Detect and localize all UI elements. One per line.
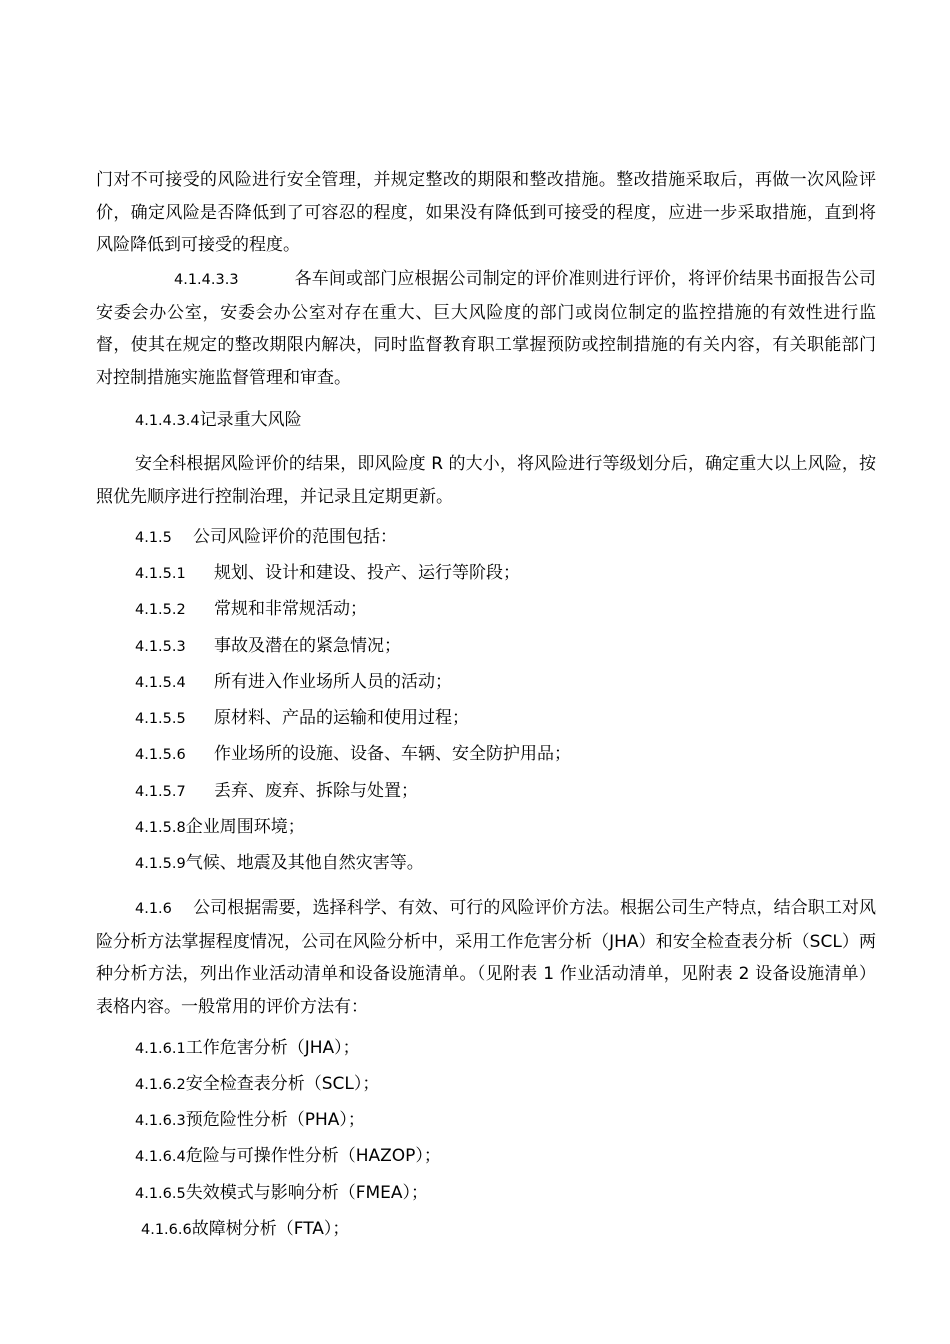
list-item xyxy=(135,671,452,694)
item-number: 4.1.5.6 xyxy=(135,747,186,763)
item-text: 安全检查表分析（SCL）； xyxy=(185,1074,380,1094)
item-number: 4.1.5.9 xyxy=(135,856,186,872)
item-number: 4.1.6.3 xyxy=(135,1113,186,1129)
item-text: 所有进入作业场所人员的活动； xyxy=(214,672,452,692)
item-number: 4.1.5.5 xyxy=(135,711,186,727)
paragraph-text: 安全科根据风险评价的结果，即风险度 R 的大小，将风险进行等级划分后，确定重大以上风险，按照优先顺序进行控制治理，并记录且定期更新。 xyxy=(96,454,876,507)
item-text: 丢弃、废弃、拆除与处置； xyxy=(214,781,418,801)
item-number: 4.1.6.6 xyxy=(141,1222,192,1238)
list-item xyxy=(135,1182,428,1205)
list-item xyxy=(135,562,520,585)
list-item xyxy=(135,707,469,730)
list-item xyxy=(135,1109,365,1132)
item-number: 4.1.5.4 xyxy=(135,675,186,691)
section-number: 4.1.4.3.3 xyxy=(174,272,239,288)
item-text: 作业场所的设施、设备、车辆、安全防护用品； xyxy=(214,744,571,764)
list-item xyxy=(135,598,367,621)
item-text: 规划、设计和建设、投产、运行等阶段； xyxy=(214,563,520,583)
heading-4-1-5 xyxy=(135,526,397,549)
list-item xyxy=(135,780,418,803)
item-number: 4.1.5.8 xyxy=(135,820,186,836)
paragraph-4-1-6 xyxy=(96,892,876,1023)
list-item xyxy=(135,635,401,658)
heading-4-1-4-3-4 xyxy=(135,409,302,432)
item-number: 4.1.6.2 xyxy=(135,1077,186,1093)
item-number: 4.1.5.7 xyxy=(135,784,186,800)
item-number: 4.1.5.3 xyxy=(135,639,186,655)
item-number: 4.1.6.1 xyxy=(135,1041,186,1057)
list-item xyxy=(135,743,571,766)
item-text: 失效模式与影响分析（FMEA）； xyxy=(185,1183,429,1203)
item-text: 预危险性分析（PHA）； xyxy=(185,1110,365,1130)
item-number: 4.1.5.1 xyxy=(135,566,186,582)
item-text: 事故及潜在的紧急情况； xyxy=(214,636,401,656)
item-text: 工作危害分析（JHA）； xyxy=(185,1038,360,1058)
list-item xyxy=(135,1037,360,1060)
list-item xyxy=(135,1073,379,1096)
list-item xyxy=(135,816,305,839)
paragraph-text: 各车间或部门应根据公司制定的评价准则进行评价，将评价结果书面报告公司安委会办公室，安委会办公室对存在重大、巨大风险度的部门或岗位制定的监控措施的有效性进行监督，使其在规定的整改期限内解决，同时监督教育职工掌握预防或控制措施的有关内容，有关职能部门对控制措施实施监督管理和审查。 xyxy=(96,269,876,388)
paragraph-major-risk xyxy=(96,448,876,513)
paragraph-text: 门对不可接受的风险进行安全管理，并规定整改的期限和整改措施。整改措施采取后，再做一次风险评价，确定风险是否降低到了可容忍的程度，如果没有降低到可接受的程度，应进一步采取措施，直到将风险降低到可接受的程度。 xyxy=(96,170,876,255)
item-text: 危险与可操作性分析（HAZOP）； xyxy=(185,1146,441,1166)
item-text: 气候、地震及其他自然灾害等。 xyxy=(185,853,424,873)
item-text: 常规和非常规活动； xyxy=(214,599,367,619)
item-text: 企业周围环境； xyxy=(185,817,305,837)
paragraph-risk-control xyxy=(96,164,876,262)
section-number: 4.1.4.3.4 xyxy=(135,413,200,429)
heading-text: 记录重大风险 xyxy=(199,410,302,430)
item-number: 4.1.6.5 xyxy=(135,1186,186,1202)
heading-text: 公司风险评价的范围包括： xyxy=(193,527,397,547)
item-text: 故障树分析（FTA）； xyxy=(191,1219,350,1239)
section-number: 4.1.5 xyxy=(135,530,172,546)
item-number: 4.1.5.2 xyxy=(135,602,186,618)
list-item xyxy=(141,1218,349,1241)
list-item xyxy=(135,1145,441,1168)
paragraph-4-1-4-3-3 xyxy=(96,263,876,394)
section-number: 4.1.6 xyxy=(135,901,172,917)
paragraph-text: 公司根据需要，选择科学、有效、可行的风险评价方法。根据公司生产特点，结合职工对风险分析方法掌握程度情况，公司在风险分析中，采用工作危害分析（JHA）和安全检查表分析（SCL）两种分析方法，列出作业活动清单和设备设施清单。（见附表 1 作业活动清单，见附表 2 设备设施清单）表格内容。一般常用的评价方法有： xyxy=(96,898,876,1017)
item-text: 原材料、产品的运输和使用过程； xyxy=(214,708,469,728)
list-item xyxy=(135,852,424,875)
item-number: 4.1.6.4 xyxy=(135,1149,186,1165)
